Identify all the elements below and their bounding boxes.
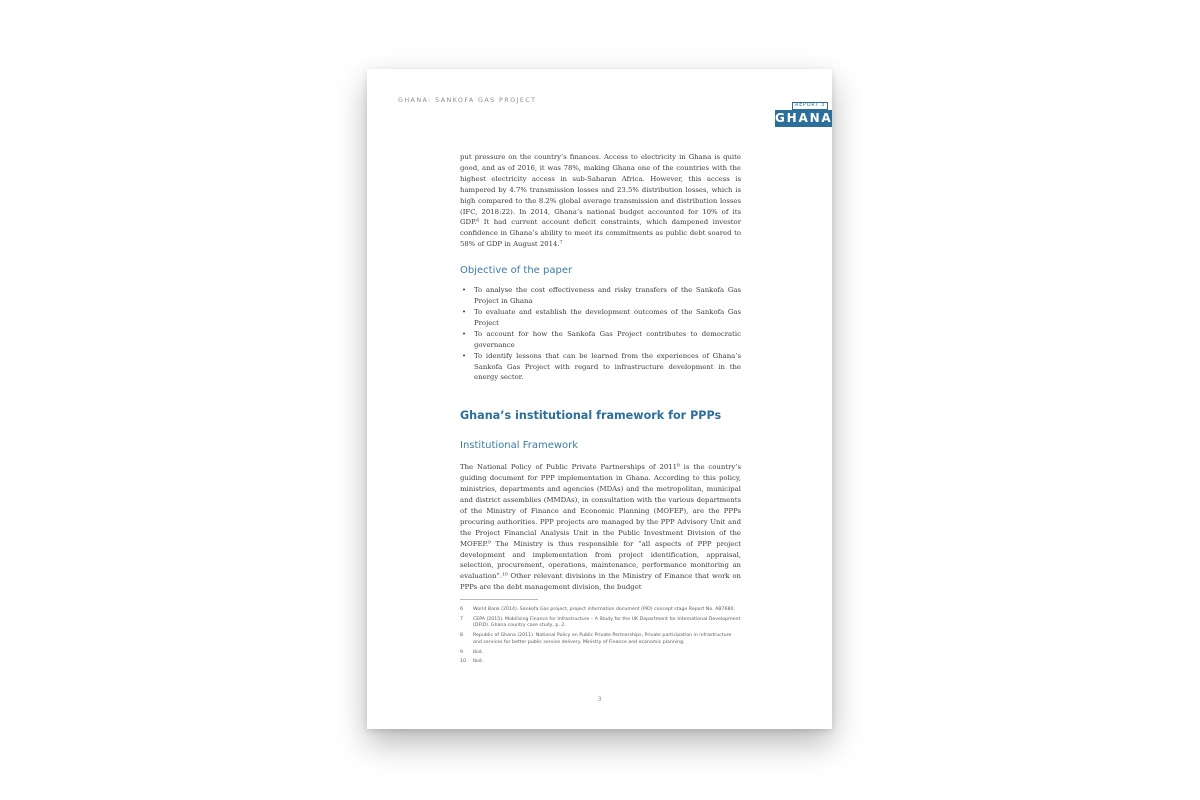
- section-heading: Ghana’s institutional framework for PPPs: [460, 409, 722, 423]
- list-item-text: To evaluate and establish the development outcomes of the Sankofa Gas Project: [474, 307, 741, 327]
- footnote: [460, 650, 741, 657]
- report-label: REPORT 3: [792, 102, 828, 110]
- list-item: [460, 329, 741, 351]
- list-item: [460, 351, 741, 384]
- footnote: [460, 659, 741, 666]
- list-item-text: To analyse the cost effectiveness and risky transfers of the Sankofa Gas Project in Ghana: [474, 286, 741, 306]
- page-body: [460, 152, 741, 593]
- footnote-number: 10: [460, 659, 466, 665]
- list-item: [460, 285, 741, 307]
- document-page: [367, 69, 832, 729]
- running-head: GHANA: SANKOFA GAS PROJECT: [398, 96, 537, 104]
- intro-paragraph: put pressure on the country’s finances. Access to electricity in Ghana is quite good, and as of 2016, it was 78%, making Ghana one of the countries with the highest electricity access in sub-Saharan Africa. However, this access is hampered by 4.7% transmission losses and 23.5% distribution losses, which is high compared to the 8.2% global average transmission and distribution losses (IFC, 2018:22). In 2014, Ghana’s national budget accounted for 10% of its GDP.⁶ It had current account deficit constraints, which dampened investor confidence in Ghana’s ability to meet its commitments as public debt soared to 58% of GDP in August 2014.⁷: [460, 153, 741, 249]
- objective-list: [460, 285, 741, 383]
- footnote-text: Ibid.: [473, 659, 484, 665]
- footnote-text: Republic of Ghana (2011). National Policy on Public Private Partnerships, Private participation in infrastructure and services for better public service delivery. Ministry of Finance and economic planning.: [473, 633, 732, 645]
- bullet-icon: •: [462, 286, 467, 295]
- footnote-number: 7: [460, 616, 463, 622]
- footnote: [460, 607, 741, 614]
- list-item-text: To identify lessons that can be learned from the experiences of Ghana’s Sankofa Gas Project with regard to infrastructure development in the energy sector.: [474, 351, 741, 382]
- country-label: GHANA: [775, 111, 833, 125]
- bullet-icon: •: [462, 351, 467, 360]
- footnote-text: Ibid.: [473, 649, 484, 655]
- footnote-number: 6: [460, 607, 463, 612]
- footnote-text: CEPA (2015). Mobilising Finance for Infrastructure – A Study for the UK Department for International Development (DFID). Ghana country case study, p. 2.: [473, 616, 741, 629]
- bullet-icon: •: [462, 329, 467, 338]
- footnotes: [460, 607, 741, 669]
- framework-paragraph: The National Policy of Public Private Partnerships of 2011⁸ is the country’s guiding document for PPP implementation in Ghana. According to this policy, ministries, departments and agencies (MDAs) and the metropolitan, municipal and district assemblies (MMDAs), in consultation with the various departments of the Ministry of Finance and Economic Planning (MOFEP), are the PPPs procuring authorities. PPP projects are managed by the PPP Advisory Unit and the Project Financial Analysis Unit in the Public Investment Division of the MOFEP.⁹ The Ministry is thus responsible for “all aspects of PPP project development and implementation from project identification, appraisal, selection, procurement, operations, maintenance, performance monitoring an evaluation”.¹⁰ Other relevant divisions in the Ministry of Finance that work on PPPs are the debt management division, the budget: [460, 463, 741, 592]
- footnote-number: 8: [460, 633, 463, 639]
- footnote-divider: [460, 599, 538, 600]
- footnote-text: World Bank (2014). Sankofa Gas project, project information document (PID) concept stage Report No. AB7680.: [473, 607, 735, 612]
- institutional-framework-heading: Institutional Framework: [460, 440, 579, 452]
- objective-heading: Objective of the paper: [460, 265, 573, 277]
- footnote-number: 9: [460, 649, 463, 655]
- footnote: [460, 617, 741, 630]
- list-item: [460, 307, 741, 329]
- footnote: [460, 633, 741, 646]
- list-item-text: To account for how the Sankofa Gas Project contributes to democratic governance: [474, 329, 741, 349]
- bullet-icon: •: [462, 307, 467, 316]
- page-number: 3: [597, 695, 602, 703]
